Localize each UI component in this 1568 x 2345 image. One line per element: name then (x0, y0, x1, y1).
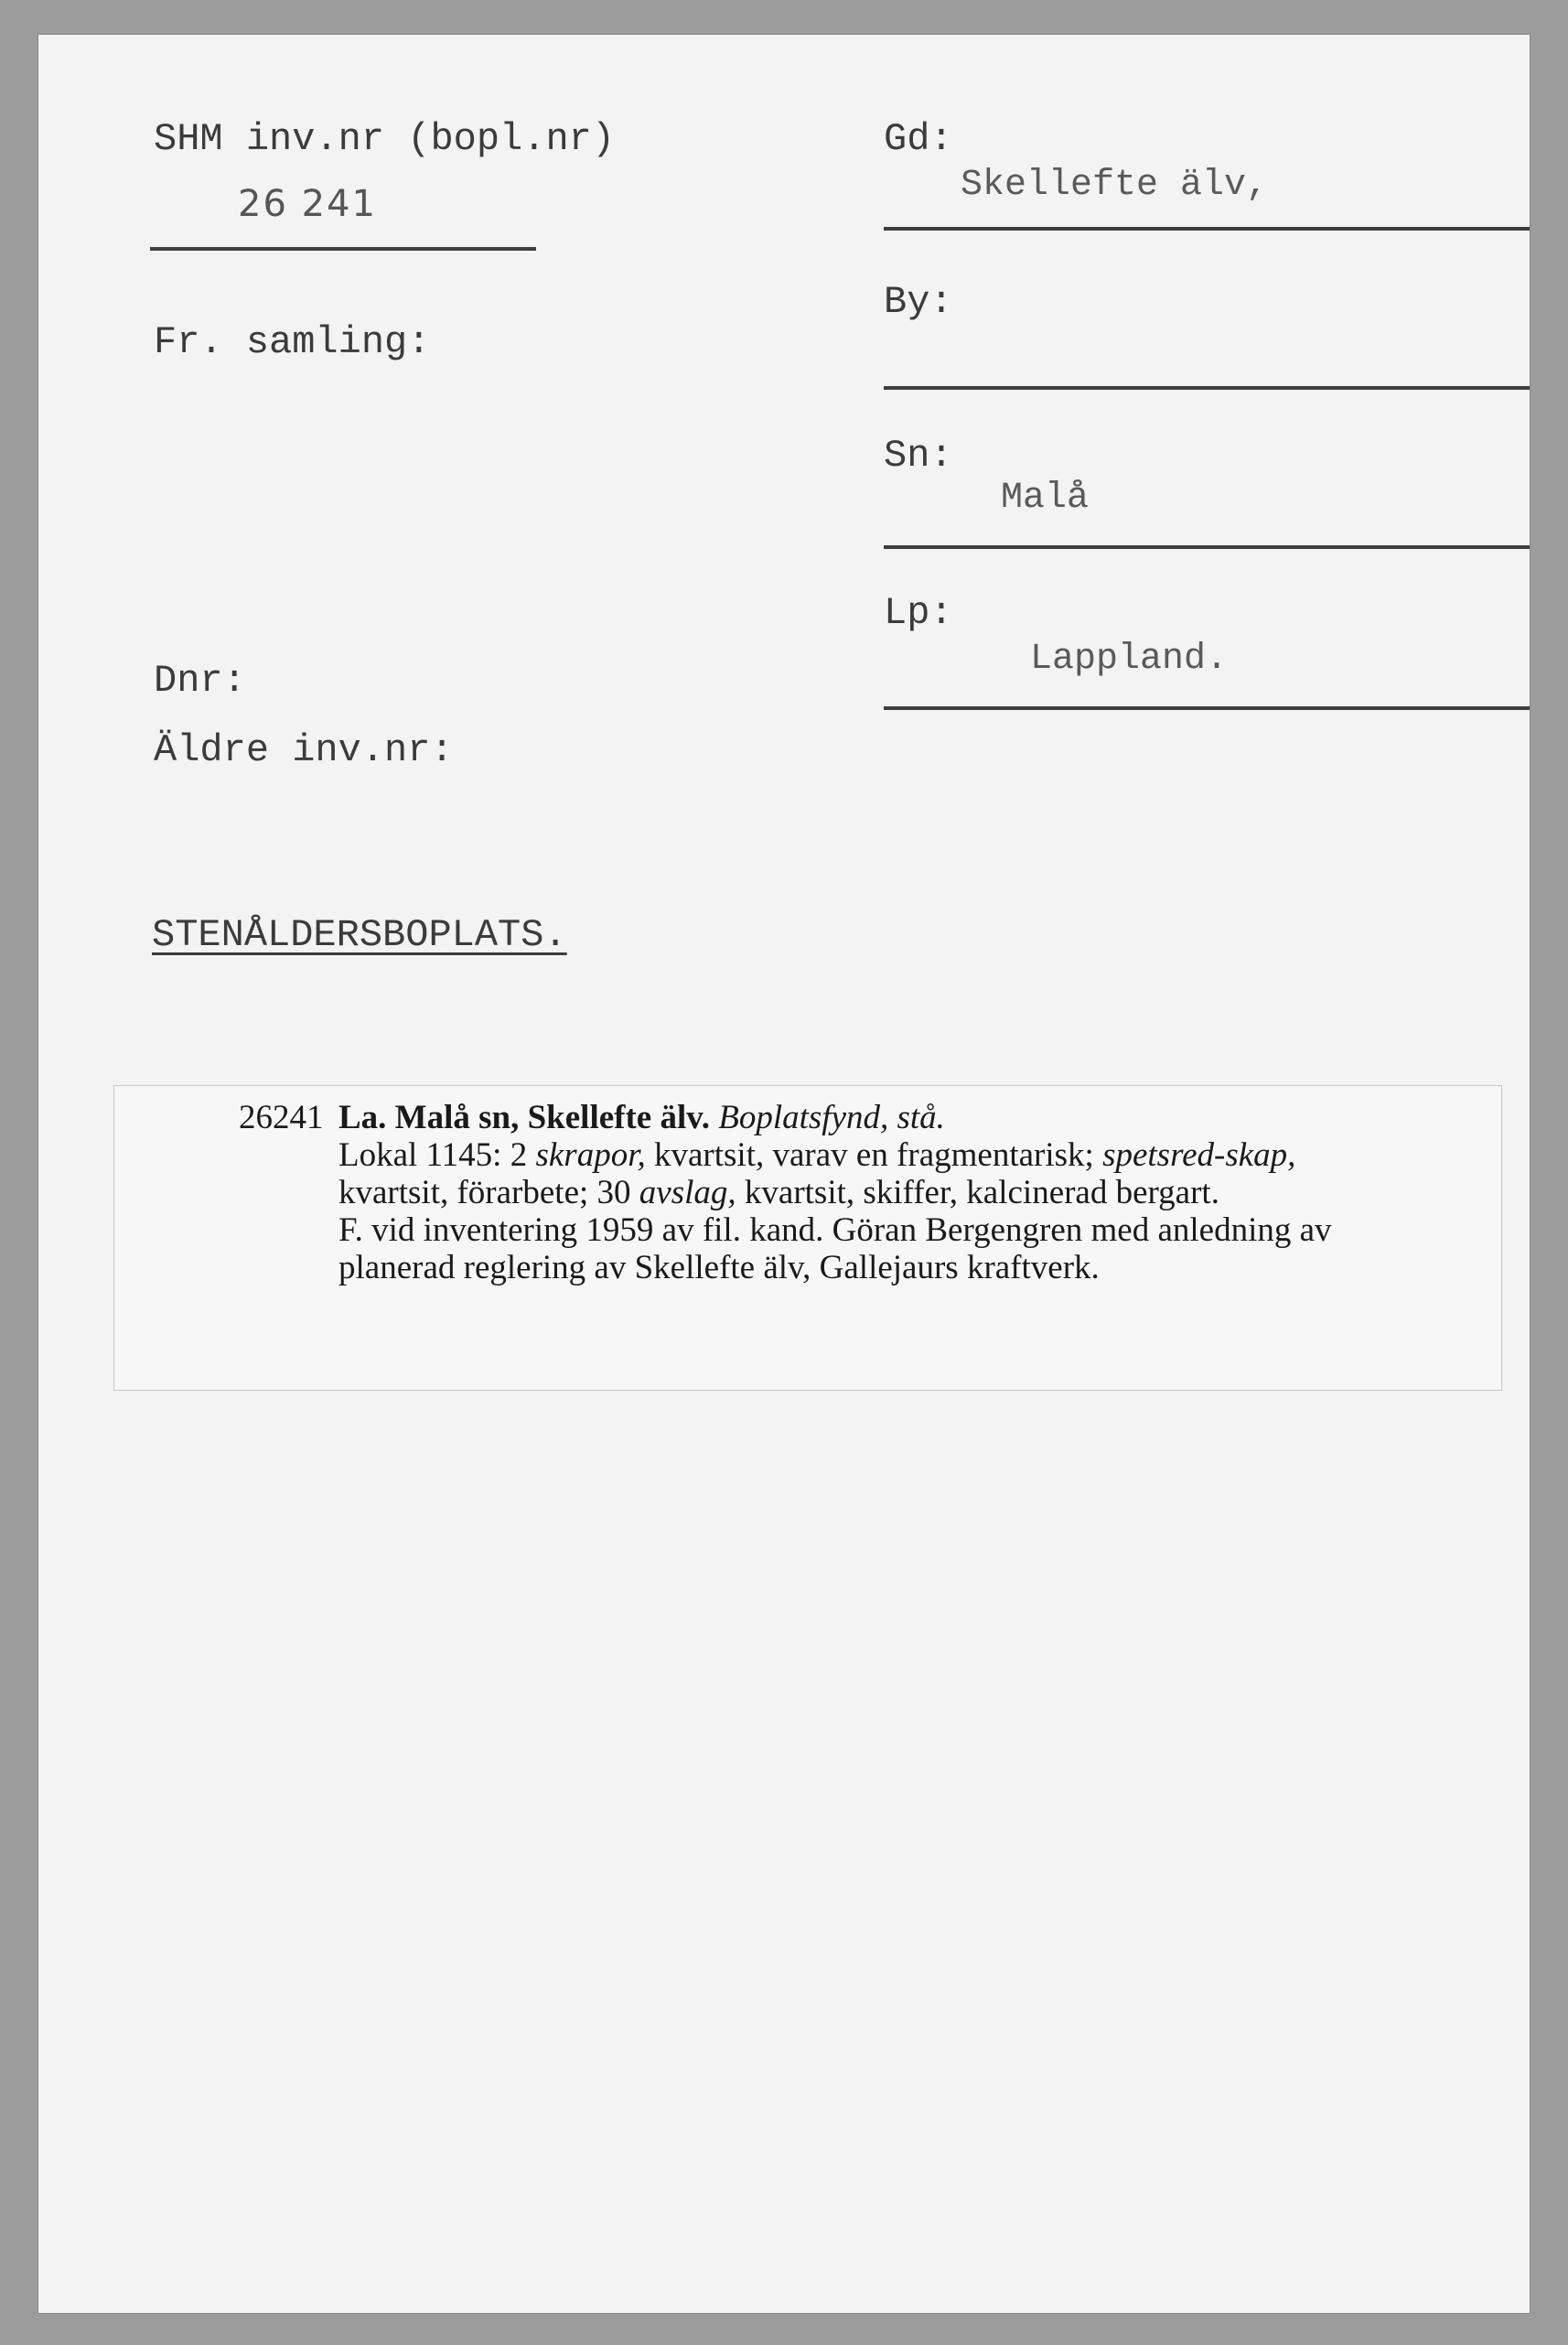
samling-label: Fr. samling: (154, 320, 431, 364)
lp-rule (884, 706, 1530, 710)
by-label: By: (884, 280, 953, 324)
dnr-label: Dnr: (154, 659, 246, 703)
by-rule (884, 386, 1530, 390)
inv-nr-label: SHM inv.nr (bopl.nr) (154, 117, 616, 161)
gd-rule (884, 227, 1530, 231)
catalog-card (38, 35, 1530, 2313)
slip-line-1 (338, 1099, 1400, 1136)
inv-nr-rule (150, 247, 536, 251)
sn-rule (884, 545, 1530, 549)
sn-label: Sn: (884, 434, 953, 478)
sn-value: Malå (1001, 478, 1090, 519)
printed-catalog-slip (113, 1085, 1502, 1391)
slip-paragraph-2: F. vid inventering 1959 av fil. kand. Göran Bergengren med anledning av planerad reglering av Skellefte älv, Gallejaurs kraftverk. (338, 1211, 1332, 1286)
inv-nr-value: 26 241 (238, 183, 377, 225)
slip-location: La. Malå sn, Skellefte älv. (338, 1099, 710, 1136)
slip-body (338, 1099, 1400, 1286)
slip-find-type: Boplatsfynd, stå. (709, 1099, 945, 1136)
slip-paragraph-1-segment: kvartsit, förarbete; 30 (338, 1174, 639, 1211)
lp-value: Lappland. (1030, 639, 1229, 680)
gd-value: Skellefte älv, (961, 165, 1269, 206)
slip-paragraph-1-segment: spetsred-skap, (1102, 1136, 1296, 1174)
lp-label: Lp: (884, 591, 953, 635)
aldre-inv-nr-label: Äldre inv.nr: (154, 728, 454, 772)
site-heading: STENÅLDERSBOPLATS. (152, 913, 567, 957)
gd-label: Gd: (884, 117, 953, 161)
slip-paragraph-1 (338, 1136, 1400, 1211)
slip-paragraph-1-segment: kvartsit, varav en fragmentarisk; (645, 1136, 1103, 1174)
slip-paragraph-1-segment: Lokal 1145: 2 (338, 1136, 536, 1174)
slip-paragraph-1-segment: avslag, (639, 1174, 736, 1211)
slip-paragraph-1-segment: skrapor, (535, 1136, 646, 1174)
slip-number: 26241 (239, 1099, 324, 1136)
slip-paragraph-1-segment: kvartsit, skiffer, kalcinerad bergart. (736, 1174, 1219, 1211)
